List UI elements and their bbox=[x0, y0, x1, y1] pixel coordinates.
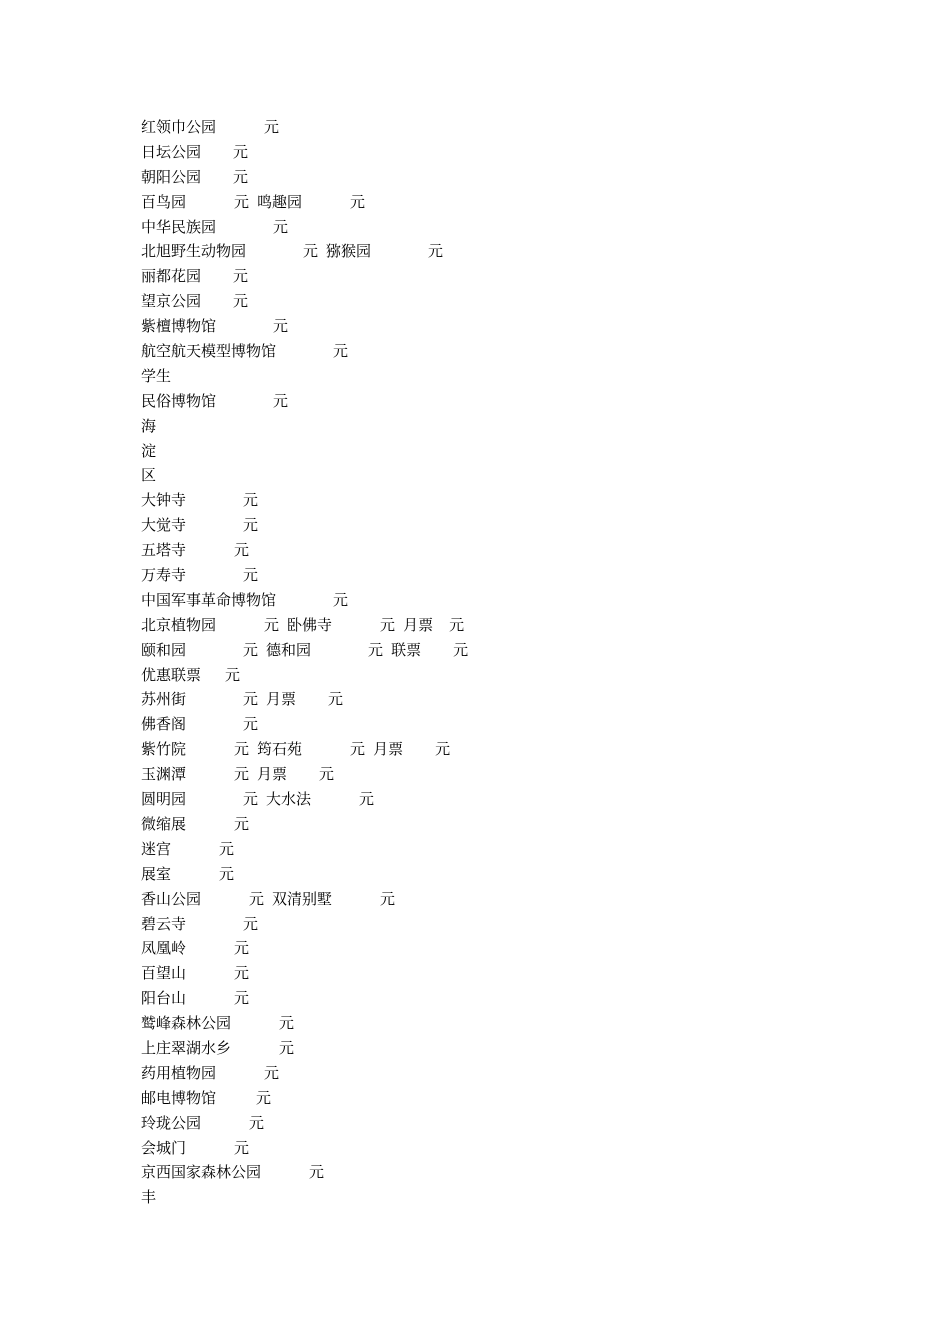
price-entry bbox=[141, 687, 258, 712]
price-entry bbox=[141, 1160, 324, 1185]
price-entry bbox=[141, 339, 348, 364]
currency-unit: 元 bbox=[234, 939, 250, 958]
price-entry bbox=[141, 837, 234, 862]
currency-unit: 元 bbox=[234, 740, 250, 759]
currency-unit: 元 bbox=[449, 615, 465, 634]
currency-unit: 元 bbox=[264, 615, 280, 634]
price-entry bbox=[141, 663, 240, 688]
currency-unit: 元 bbox=[225, 665, 241, 684]
price-entry bbox=[141, 289, 248, 314]
entry-name: 双清别墅 bbox=[272, 889, 333, 908]
currency-unit: 元 bbox=[380, 889, 396, 908]
currency-unit: 元 bbox=[234, 765, 250, 784]
entry-name: 联票 bbox=[391, 640, 422, 659]
price-entry bbox=[141, 912, 258, 937]
currency-unit: 元 bbox=[350, 740, 366, 759]
currency-unit: 元 bbox=[264, 118, 280, 136]
price-entry bbox=[141, 936, 249, 961]
price-entry bbox=[266, 787, 374, 812]
price-entry bbox=[373, 737, 450, 762]
price-line bbox=[141, 414, 841, 439]
currency-unit: 元 bbox=[273, 317, 289, 336]
currency-unit: 元 bbox=[234, 964, 250, 983]
price-line bbox=[141, 389, 841, 414]
price-line bbox=[141, 712, 841, 737]
price-entry bbox=[141, 165, 248, 190]
entry-name: 佛香阁 bbox=[141, 715, 187, 734]
entry-name: 上庄翠湖水乡 bbox=[141, 1038, 232, 1057]
entry-name: 学生 bbox=[141, 366, 172, 385]
price-line bbox=[141, 339, 841, 364]
price-line bbox=[141, 1086, 841, 1111]
price-line bbox=[141, 986, 841, 1011]
entry-name: 航空航天模型博物馆 bbox=[141, 342, 277, 361]
price-line bbox=[141, 563, 841, 588]
price-line bbox=[141, 961, 841, 986]
price-entry bbox=[141, 364, 171, 389]
price-line bbox=[141, 588, 841, 613]
currency-unit: 元 bbox=[350, 192, 366, 211]
price-entry bbox=[141, 1111, 264, 1136]
entry-name: 展室 bbox=[141, 864, 172, 883]
entry-name: 紫檀博物馆 bbox=[141, 317, 217, 336]
price-line bbox=[141, 1111, 841, 1136]
entry-name: 淀 bbox=[141, 441, 157, 460]
price-line bbox=[141, 488, 841, 513]
currency-unit: 元 bbox=[273, 391, 289, 410]
currency-unit: 元 bbox=[243, 566, 259, 585]
entry-name: 卧佛寺 bbox=[287, 615, 333, 634]
currency-unit: 元 bbox=[264, 1063, 280, 1082]
price-line bbox=[141, 439, 841, 464]
currency-unit: 元 bbox=[428, 242, 444, 261]
currency-unit: 元 bbox=[243, 715, 259, 734]
price-entry bbox=[391, 638, 468, 663]
entry-name: 紫竹院 bbox=[141, 740, 187, 759]
price-line bbox=[141, 787, 841, 812]
price-entry bbox=[141, 613, 279, 638]
currency-unit: 元 bbox=[359, 790, 375, 809]
entry-name: 大钟寺 bbox=[141, 491, 187, 510]
currency-unit: 元 bbox=[243, 516, 259, 535]
price-entry bbox=[141, 712, 258, 737]
price-entry bbox=[141, 986, 249, 1011]
entry-name: 朝阳公园 bbox=[141, 167, 202, 186]
currency-unit: 元 bbox=[233, 142, 249, 161]
price-entry bbox=[287, 613, 395, 638]
price-line bbox=[141, 1136, 841, 1161]
price-line bbox=[141, 613, 841, 638]
entry-name: 颐和园 bbox=[141, 640, 187, 659]
currency-unit: 元 bbox=[333, 342, 349, 361]
currency-unit: 元 bbox=[435, 740, 451, 759]
price-line bbox=[141, 912, 841, 937]
currency-unit: 元 bbox=[233, 267, 249, 286]
currency-unit: 元 bbox=[380, 615, 396, 634]
price-entry bbox=[403, 613, 464, 638]
price-entry bbox=[141, 414, 156, 439]
currency-unit: 元 bbox=[234, 192, 250, 211]
price-entry bbox=[141, 264, 248, 289]
price-entry bbox=[257, 190, 365, 215]
currency-unit: 元 bbox=[233, 292, 249, 311]
entry-name: 碧云寺 bbox=[141, 914, 187, 933]
price-line bbox=[141, 115, 841, 140]
price-line bbox=[141, 638, 841, 663]
entry-name: 鸣趣园 bbox=[257, 192, 303, 211]
price-entry bbox=[141, 887, 264, 912]
price-entry bbox=[141, 563, 258, 588]
currency-unit: 元 bbox=[279, 1038, 295, 1057]
entry-name: 丰 bbox=[141, 1188, 157, 1207]
currency-unit: 元 bbox=[243, 914, 259, 933]
price-entry bbox=[326, 239, 443, 264]
entry-name: 大水法 bbox=[266, 790, 312, 809]
price-line bbox=[141, 737, 841, 762]
currency-unit: 元 bbox=[368, 640, 384, 659]
price-entry bbox=[141, 190, 249, 215]
entry-name: 中华民族园 bbox=[141, 217, 217, 236]
price-entry bbox=[141, 812, 249, 837]
entry-name: 香山公园 bbox=[141, 889, 202, 908]
price-line bbox=[141, 190, 841, 215]
price-line bbox=[141, 1061, 841, 1086]
entry-name: 优惠联票 bbox=[141, 665, 202, 684]
entry-name: 阳台山 bbox=[141, 989, 187, 1008]
price-entry bbox=[141, 1036, 294, 1061]
entry-name: 万寿寺 bbox=[141, 566, 187, 585]
currency-unit: 元 bbox=[219, 839, 235, 858]
price-entry bbox=[257, 762, 334, 787]
entry-name: 药用植物园 bbox=[141, 1063, 217, 1082]
entry-name: 京西国家森林公园 bbox=[141, 1163, 262, 1182]
currency-unit: 元 bbox=[234, 541, 250, 560]
price-entry bbox=[272, 887, 395, 912]
currency-unit: 元 bbox=[333, 590, 349, 609]
entry-name: 民俗博物馆 bbox=[141, 391, 217, 410]
entry-name: 凤凰岭 bbox=[141, 939, 187, 958]
price-entry bbox=[141, 463, 156, 488]
price-line bbox=[141, 314, 841, 339]
entry-name: 迷宫 bbox=[141, 839, 172, 858]
price-entry bbox=[141, 1136, 249, 1161]
entry-name: 德和园 bbox=[266, 640, 312, 659]
price-line bbox=[141, 887, 841, 912]
currency-unit: 元 bbox=[249, 1113, 265, 1132]
price-line bbox=[141, 663, 841, 688]
price-entry bbox=[141, 1086, 271, 1111]
currency-unit: 元 bbox=[234, 989, 250, 1008]
price-line bbox=[141, 463, 841, 488]
entry-name: 微缩展 bbox=[141, 814, 187, 833]
price-line bbox=[141, 364, 841, 389]
price-line bbox=[141, 239, 841, 264]
currency-unit: 元 bbox=[273, 217, 289, 236]
price-line bbox=[141, 687, 841, 712]
price-entry bbox=[141, 588, 348, 613]
price-line bbox=[141, 812, 841, 837]
price-entry bbox=[141, 862, 234, 887]
entry-name: 玉渊潭 bbox=[141, 765, 187, 784]
price-entry bbox=[141, 1185, 156, 1210]
price-line bbox=[141, 936, 841, 961]
price-entry bbox=[266, 687, 343, 712]
entry-name: 月票 bbox=[373, 740, 404, 759]
currency-unit: 元 bbox=[256, 1088, 272, 1107]
entry-name: 区 bbox=[141, 466, 157, 485]
entry-name: 邮电博物馆 bbox=[141, 1088, 217, 1107]
price-entry bbox=[141, 961, 249, 986]
entry-name: 月票 bbox=[266, 690, 297, 709]
currency-unit: 元 bbox=[219, 864, 235, 883]
currency-unit: 元 bbox=[243, 790, 259, 809]
entry-name: 大觉寺 bbox=[141, 516, 187, 535]
currency-unit: 元 bbox=[328, 690, 344, 709]
entry-name: 丽都花园 bbox=[141, 267, 202, 286]
price-entry bbox=[266, 638, 383, 663]
entry-name: 月票 bbox=[257, 765, 288, 784]
price-line bbox=[141, 1011, 841, 1036]
price-entry bbox=[141, 762, 249, 787]
currency-unit: 元 bbox=[243, 640, 259, 659]
currency-unit: 元 bbox=[243, 690, 259, 709]
price-entry bbox=[141, 115, 279, 140]
price-line bbox=[141, 1185, 841, 1210]
price-line bbox=[141, 264, 841, 289]
price-entry bbox=[257, 737, 365, 762]
currency-unit: 元 bbox=[234, 814, 250, 833]
price-entry bbox=[141, 239, 318, 264]
price-entry bbox=[141, 314, 288, 339]
price-line bbox=[141, 862, 841, 887]
price-entry bbox=[141, 737, 249, 762]
price-line bbox=[141, 215, 841, 240]
entry-name: 玲珑公园 bbox=[141, 1113, 202, 1132]
currency-unit: 元 bbox=[234, 1138, 250, 1157]
price-entry bbox=[141, 538, 249, 563]
entry-name: 红领巾公园 bbox=[141, 118, 217, 136]
entry-name: 中国军事革命博物馆 bbox=[141, 590, 277, 609]
price-line bbox=[141, 762, 841, 787]
entry-name: 百鸟园 bbox=[141, 192, 187, 211]
price-entry bbox=[141, 140, 248, 165]
price-line bbox=[141, 140, 841, 165]
price-list bbox=[141, 115, 841, 1210]
entry-name: 会城门 bbox=[141, 1138, 187, 1157]
entry-name: 鹫峰森林公园 bbox=[141, 1014, 232, 1033]
price-line bbox=[141, 165, 841, 190]
entry-name: 望京公园 bbox=[141, 292, 202, 311]
price-entry bbox=[141, 638, 258, 663]
entry-name: 五塔寺 bbox=[141, 541, 187, 560]
price-line bbox=[141, 837, 841, 862]
entry-name: 筠石苑 bbox=[257, 740, 303, 759]
currency-unit: 元 bbox=[319, 765, 335, 784]
price-line bbox=[141, 1036, 841, 1061]
price-entry bbox=[141, 513, 258, 538]
entry-name: 北京植物园 bbox=[141, 615, 217, 634]
price-entry bbox=[141, 215, 288, 240]
currency-unit: 元 bbox=[243, 491, 259, 510]
entry-name: 海 bbox=[141, 416, 157, 435]
price-entry bbox=[141, 1061, 279, 1086]
price-entry bbox=[141, 439, 156, 464]
price-entry bbox=[141, 787, 258, 812]
price-entry bbox=[141, 389, 288, 414]
price-line bbox=[141, 1160, 841, 1185]
entry-name: 北旭野生动物园 bbox=[141, 242, 247, 261]
entry-name: 日坛公园 bbox=[141, 142, 202, 161]
currency-unit: 元 bbox=[453, 640, 469, 659]
currency-unit: 元 bbox=[303, 242, 319, 261]
price-entry bbox=[141, 488, 258, 513]
entry-name: 月票 bbox=[403, 615, 434, 634]
entry-name: 圆明园 bbox=[141, 790, 187, 809]
price-line bbox=[141, 513, 841, 538]
currency-unit: 元 bbox=[233, 167, 249, 186]
currency-unit: 元 bbox=[249, 889, 265, 908]
currency-unit: 元 bbox=[309, 1163, 325, 1182]
currency-unit: 元 bbox=[279, 1014, 295, 1033]
entry-name: 百望山 bbox=[141, 964, 187, 983]
entry-name: 猕猴园 bbox=[326, 242, 372, 261]
entry-name: 苏州街 bbox=[141, 690, 187, 709]
price-line bbox=[141, 289, 841, 314]
price-entry bbox=[141, 1011, 294, 1036]
price-line bbox=[141, 538, 841, 563]
